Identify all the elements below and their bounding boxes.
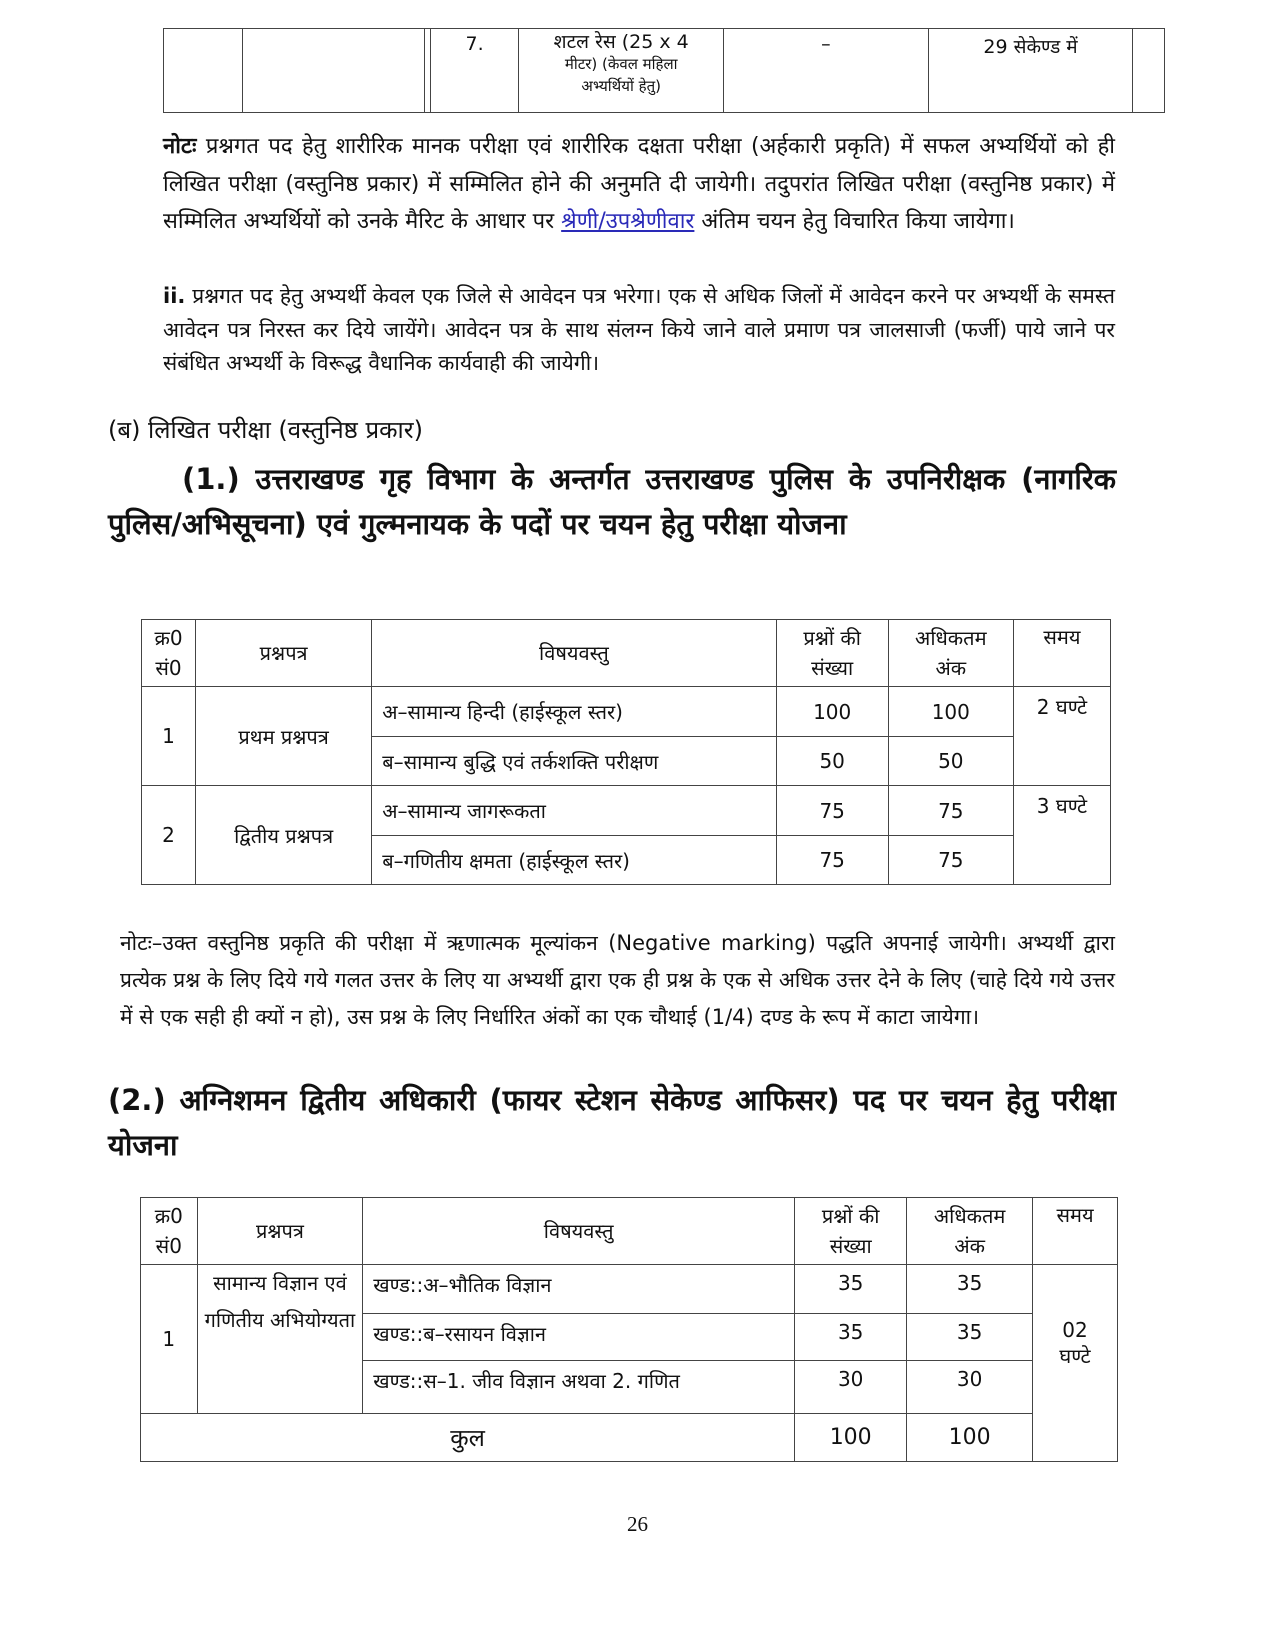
marks-cell: 30 bbox=[907, 1361, 1033, 1414]
questions-cell: 50 bbox=[776, 737, 888, 786]
marks-cell: 100 bbox=[888, 687, 1013, 737]
note-single-district bbox=[163, 280, 1115, 381]
heading-fire-officer-exam-scheme: (2.) अग्निशमन द्वितीय अधिकारी (फायर स्टेशन सेकेण्ड आफिसर) पद पर चयन हेतु परीक्षा योजना bbox=[108, 1083, 1116, 1162]
table-header-row bbox=[141, 1198, 1118, 1265]
time-cell: 2 घण्टे bbox=[1013, 687, 1110, 786]
note-label: ii. bbox=[163, 284, 186, 308]
subject-cell: खण्ड::स–1. जीव विज्ञान अथवा 2. गणित bbox=[363, 1361, 795, 1414]
header-text: सं0 bbox=[155, 656, 182, 680]
marks-cell: 35 bbox=[907, 1265, 1033, 1314]
serial-cell: 1 bbox=[142, 687, 196, 786]
header-text: संख्या bbox=[829, 1234, 872, 1258]
time-text: 02 bbox=[1062, 1317, 1088, 1342]
marks-cell: 50 bbox=[888, 737, 1013, 786]
subject-cell: अ–सामान्य जागरूकता bbox=[372, 786, 776, 836]
note-text: अंतिम चयन हेतु विचारित किया जायेगा। bbox=[694, 209, 1015, 234]
serial-cell: 7. bbox=[430, 29, 519, 113]
total-questions: 100 bbox=[795, 1414, 907, 1462]
empty-cell bbox=[1133, 29, 1165, 113]
header-subject: विषयवस्तु bbox=[372, 620, 776, 687]
header-time: समय bbox=[1033, 1198, 1118, 1265]
female-value-cell: 29 सेकेण्ड में bbox=[928, 29, 1133, 113]
header-text: अंक bbox=[935, 656, 967, 680]
questions-cell: 75 bbox=[776, 786, 888, 836]
header-questions bbox=[795, 1198, 907, 1265]
total-row bbox=[141, 1414, 1118, 1462]
event-line: मीटर) (केवल महिला bbox=[564, 55, 678, 73]
subject-cell: खण्ड::अ–भौतिक विज्ञान bbox=[363, 1265, 795, 1314]
header-text: प्रश्नों की bbox=[821, 1204, 880, 1228]
header-serial bbox=[141, 1198, 198, 1265]
serial-cell: 1 bbox=[141, 1265, 198, 1414]
page-number: 26 bbox=[627, 1512, 648, 1536]
header-text: संख्या bbox=[811, 656, 854, 680]
subject-cell: अ–सामान्य हिन्दी (हाईस्कूल स्तर) bbox=[372, 687, 776, 737]
table-header-row bbox=[142, 620, 1111, 687]
subject-cell: ब–गणितीय क्षमता (हाईस्कूल स्तर) bbox=[372, 836, 776, 885]
table-row bbox=[142, 687, 1111, 737]
event-cell bbox=[519, 29, 724, 113]
header-paper: प्रश्नपत्र bbox=[196, 620, 372, 687]
header-text: अधिकतम bbox=[933, 1204, 1006, 1228]
empty-cell bbox=[164, 29, 243, 113]
note-qualifying-tests bbox=[163, 128, 1115, 241]
header-marks bbox=[907, 1198, 1033, 1265]
header-text: प्रश्नों की bbox=[803, 626, 861, 650]
serial-cell: 2 bbox=[142, 786, 196, 885]
physical-test-table-continuation bbox=[163, 28, 1165, 113]
header-paper: प्रश्नपत्र bbox=[197, 1198, 363, 1265]
header-subject: विषयवस्तु bbox=[363, 1198, 795, 1265]
header-text: अंक bbox=[954, 1234, 985, 1258]
questions-cell: 35 bbox=[795, 1265, 907, 1314]
header-serial bbox=[142, 620, 196, 687]
empty-cell bbox=[243, 29, 424, 113]
marks-cell: 75 bbox=[888, 786, 1013, 836]
paper-cell: प्रथम प्रश्नपत्र bbox=[196, 687, 372, 786]
table-row bbox=[141, 1265, 1118, 1314]
event-line: अभ्यर्थियों हेतु) bbox=[581, 77, 661, 95]
header-text: सं0 bbox=[155, 1234, 182, 1258]
header-marks bbox=[888, 620, 1013, 687]
male-value-cell: – bbox=[724, 29, 929, 113]
questions-cell: 75 bbox=[776, 836, 888, 885]
heading-police-exam-scheme: (1.) उत्तराखण्ड गृह विभाग के अन्तर्गत उत्तराखण्ड पुलिस के उपनिरीक्षक (नागरिक पुलिस/अभिसूचना) एवं गुल्मनायक के पदों पर चयन हेतु परीक्षा योजना bbox=[108, 462, 1116, 541]
header-questions bbox=[776, 620, 888, 687]
time-cell: 3 घण्टे bbox=[1013, 786, 1110, 885]
section-heading-written-exam: (ब) लिखित परीक्षा (वस्तुनिष्ठ प्रकार) bbox=[108, 416, 423, 444]
header-text: अधिकतम bbox=[915, 626, 987, 650]
questions-cell: 100 bbox=[776, 687, 888, 737]
note-text: प्रश्नगत पद हेतु शारीरिक मानक परीक्षा एवं शारीरिक दक्षता परीक्षा (अर्हकारी प्रकृति) में सफल अभ्यर्थियों को ही लिखित परीक्षा (वस्तुनिष्ठ प्रकार) में सम्मिलित होने की अनुमति दी जायेगी। तदुपरांत लिखित परीक्षा (वस्तुनिष्ठ प्रकार) में सम्मिलित अभ्यर्थियों को उनके मैरिट के आधार पर bbox=[163, 134, 1115, 234]
category-wise-link[interactable]: श्रेणी/उपश्रेणीवार bbox=[561, 209, 695, 234]
note-label: नोटः bbox=[163, 134, 197, 159]
time-cell bbox=[1033, 1265, 1118, 1462]
total-marks: 100 bbox=[907, 1414, 1033, 1462]
marks-cell: 75 bbox=[888, 836, 1013, 885]
paper-cell: सामान्य विज्ञान एवं गणितीय अभियोग्यता bbox=[197, 1265, 363, 1414]
header-text: क्र0 bbox=[154, 1204, 183, 1228]
questions-cell: 30 bbox=[795, 1361, 907, 1414]
police-exam-scheme-table bbox=[141, 619, 1111, 885]
header-time: समय bbox=[1013, 620, 1110, 687]
fire-officer-exam-scheme-table bbox=[140, 1197, 1118, 1462]
total-label: कुल bbox=[141, 1414, 795, 1462]
subject-cell: ब–सामान्य बुद्धि एवं तर्कशक्ति परीक्षण bbox=[372, 737, 776, 786]
time-text: घण्टे bbox=[1059, 1343, 1091, 1368]
table-row bbox=[142, 786, 1111, 836]
note-negative-marking: नोटः–उक्त वस्तुनिष्ठ प्रकृति की परीक्षा में ऋणात्मक मूल्यांकन (Negative marking) पद्धति अपनाई जायेगी। अभ्यर्थी द्वारा प्रत्येक प्रश्न के लिए दिये गये गलत उत्तर के लिए या अभ्यर्थी द्वारा एक ही प्रश्न के एक से अधिक उत्तर देने के लिए (चाहे दिये गये उत्तर में से एक सही ही क्यों न हो), उस प्रश्न के लिए निर्धारित अंकों का एक चौथाई (1/4) दण्ड के रूप में काटा जायेगा। bbox=[120, 931, 1115, 1029]
event-line: शटल रेस (25 x 4 bbox=[553, 31, 689, 53]
header-text: क्र0 bbox=[154, 626, 183, 650]
questions-cell: 35 bbox=[795, 1314, 907, 1361]
subject-cell: खण्ड::ब–रसायन विज्ञान bbox=[363, 1314, 795, 1361]
note-text: प्रश्नगत पद हेतु अभ्यर्थी केवल एक जिले से आवेदन पत्र भरेगा। एक से अधिक जिलों में आवेदन करने पर अभ्यर्थी के समस्त आवेदन पत्र निरस्त कर दिये जायेंगे। आवेदन पत्र के साथ संलग्न किये जाने वाले प्रमाण पत्र जालसाजी (फर्जी) पाये जाने पर संबंधित अभ्यर्थी के विरूद्ध वैधानिक कार्यवाही की जायेगी। bbox=[163, 284, 1115, 375]
paper-cell: द्वितीय प्रश्नपत्र bbox=[196, 786, 372, 885]
marks-cell: 35 bbox=[907, 1314, 1033, 1361]
